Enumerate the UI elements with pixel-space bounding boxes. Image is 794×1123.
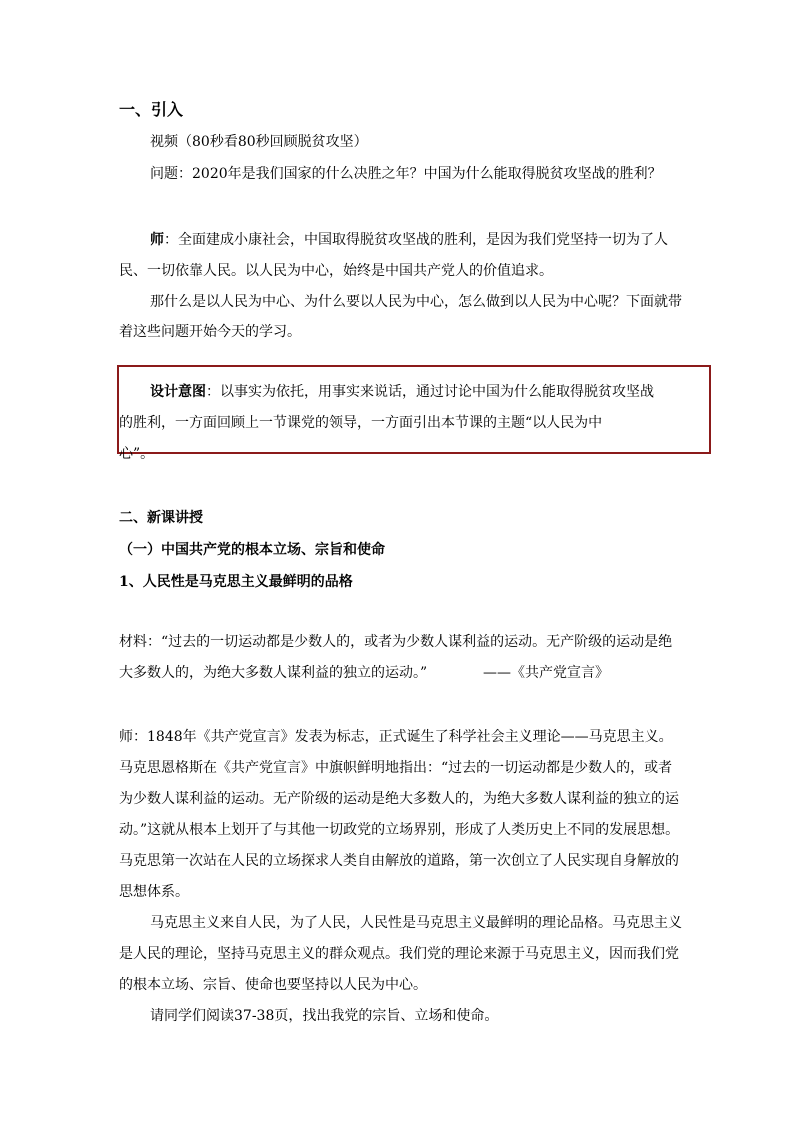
- paragraph-line: 的根本立场、宗旨、使命也要坚持以人民为中心。: [119, 977, 427, 993]
- teacher-text-line: 动。”这就从根本上划开了与其他一切政党的立场界别，形成了人类历史上不同的发展思想。: [119, 822, 680, 838]
- intro-heading: 一、引入: [119, 100, 184, 119]
- paragraph-line: 马克思主义来自人民，为了人民，人民性是马克思主义最鲜明的理论品格。马克思主义: [150, 915, 682, 931]
- design-intent-box: [117, 365, 711, 454]
- teacher-text-line: 师：1848年《共产党宣言》发表为标志，正式诞生了科学社会主义理论——马克思主义。: [119, 729, 673, 745]
- design-intent-line: [150, 382, 654, 402]
- teacher-text: ：全面建成小康社会，中国取得脱贫攻坚战的胜利，是因为我们党坚持一切为了人: [164, 232, 668, 248]
- teacher-text-line: 思想体系。: [119, 884, 189, 900]
- design-intent-line: 心”。: [119, 446, 155, 462]
- paragraph-line: 是人民的理论，坚持马克思主义的群众观点。我们党的理论来源于马克思主义，因而我们党: [119, 946, 679, 962]
- teacher-text-line: 马克思第一次站在人民的立场探求人类自由解放的道路，第一次创立了人民实现自身解放的: [119, 853, 679, 869]
- teacher-label: 师: [150, 232, 164, 248]
- teacher-paragraph-line: 民、一切依靠人民。以人民为中心，始终是中国共产党人的价值追求。: [119, 263, 553, 279]
- material-line: 大多数人的，为绝大多数人谋利益的独立的运动。”: [119, 665, 428, 681]
- lesson-subheading: （一）中国共产党的根本立场、宗旨和使命: [119, 542, 385, 558]
- teacher-text-line: 为少数人谋利益的运动。无产阶级的运动是绝大多数人的，为绝大多数人谋利益的独立的运: [119, 791, 679, 807]
- reading-task: 请同学们阅读37-38页，找出我党的宗旨、立场和使命。: [150, 1008, 499, 1024]
- material-line: 材料：“过去的一切运动都是少数人的，或者为少数人谋利益的运动。无产阶级的运动是绝: [119, 634, 673, 650]
- lesson-heading: 二、新课讲授: [119, 510, 203, 526]
- material-source: ——《共产党宣言》: [483, 665, 609, 681]
- design-intent-text: ：以事实为依托，用事实来说话，通过讨论中国为什么能取得脱贫攻坚战: [206, 384, 654, 400]
- transition-line: 着这些问题开始今天的学习。: [119, 324, 301, 340]
- teacher-text-line: 马克思恩格斯在《共产党宣言》中旗帜鲜明地指出：“过去的一切运动都是少数人的，或者: [119, 760, 673, 776]
- transition-line: 那什么是以人民为中心、为什么要以人民为中心，怎么做到以人民为中心呢？下面就带: [150, 294, 682, 310]
- lesson-subheading: 1、人民性是马克思主义最鲜明的品格: [119, 574, 353, 590]
- intro-video: 视频（80秒看80秒回顾脱贫攻坚）: [150, 134, 368, 150]
- intro-question: 问题：2020年是我们国家的什么决胜之年？中国为什么能取得脱贫攻坚战的胜利？: [150, 166, 662, 182]
- teacher-paragraph-line: [150, 230, 668, 250]
- design-intent-label: 设计意图: [150, 384, 206, 400]
- design-intent-line: 的胜利，一方面回顾上一节课党的领导，一方面引出本节课的主题“以人民为中: [119, 415, 603, 431]
